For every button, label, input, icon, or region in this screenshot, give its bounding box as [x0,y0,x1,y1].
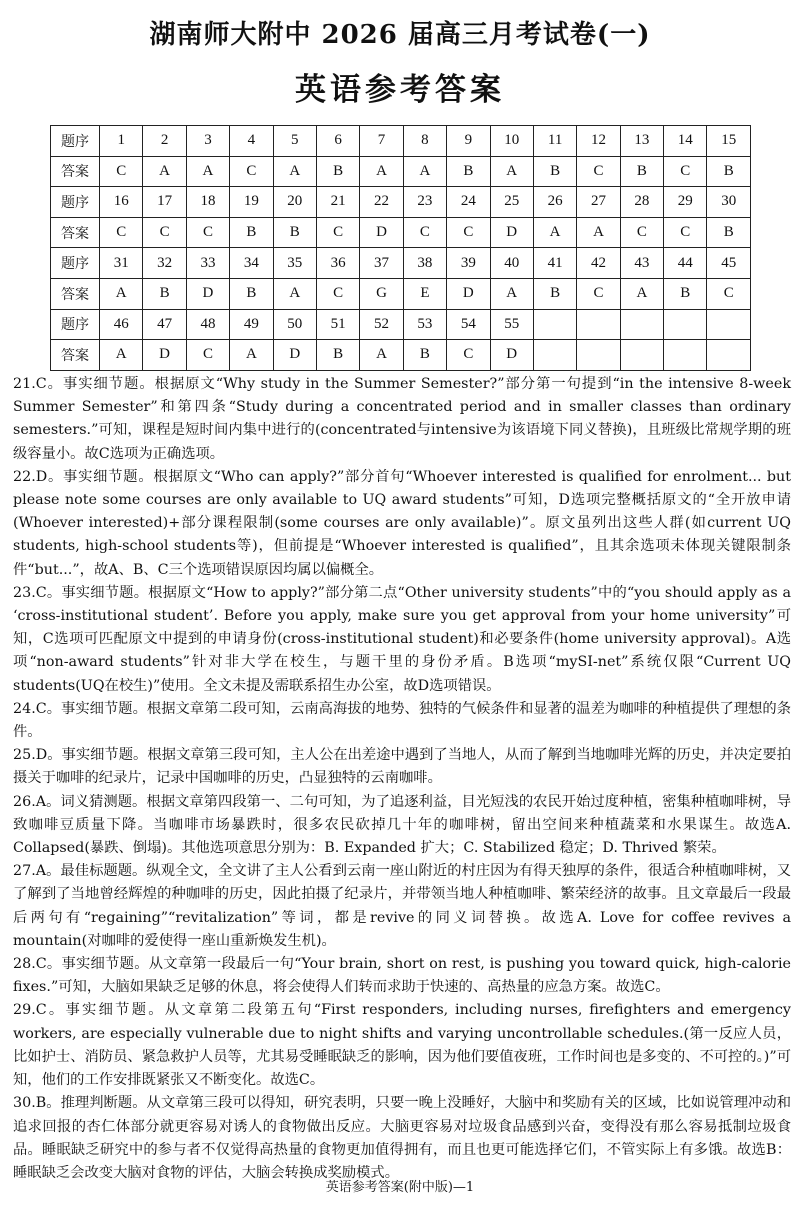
explanations [13,373,791,1185]
table-cell: 2 [143,126,186,157]
row-label: 题序 [51,126,100,157]
table-cell: C [100,217,143,248]
table-cell: C [143,217,186,248]
table-cell: 48 [186,309,229,340]
table-cell [577,340,620,371]
row-label: 答案 [51,340,100,371]
table-cell: 22 [360,187,403,218]
table-row [51,309,751,340]
table-cell: A [100,278,143,309]
table-cell: C [186,217,229,248]
row-label: 答案 [51,278,100,309]
table-cell: C [577,278,620,309]
table-cell: 47 [143,309,186,340]
table-cell: 49 [230,309,273,340]
explanation-21: 21.C。事实细节题。根据原文“Why study in the Summer Semester?”部分第一句提到“in the intensive 8-week Summer Semester”和第四条“Study during a concentrated period and in smaller classes than ordinary semesters.”可知，课程是短时间内集中进行的(concentrated与intensive为该语境下同义替换)，且班级比常规学期的班级容量小。故C选项为正确选项。 [13,376,791,462]
table-cell: B [273,217,316,248]
table-cell: 27 [577,187,620,218]
table-cell: A [143,156,186,187]
table-cell: 7 [360,126,403,157]
table-cell: C [620,217,663,248]
row-label: 题序 [51,187,100,218]
table-cell: 32 [143,248,186,279]
page-footer: 英语参考答案(附中版)—1 [325,1180,475,1195]
table-cell: 29 [664,187,707,218]
table-cell [664,340,707,371]
page-title: 湖南师大附中 2026 届高三月考试卷(一) [149,20,651,50]
table-cell: 53 [403,309,446,340]
table-cell: B [533,156,576,187]
table-cell: 50 [273,309,316,340]
table-cell: D [186,278,229,309]
table-cell [577,309,620,340]
table-cell [707,309,751,340]
table-cell: 19 [230,187,273,218]
table-cell: 15 [707,126,751,157]
table-cell: A [100,340,143,371]
table-cell: C [100,156,143,187]
table-cell: D [360,217,403,248]
table-cell: C [577,156,620,187]
table-cell: 38 [403,248,446,279]
table-cell: 3 [186,126,229,157]
table-cell [533,309,576,340]
table-cell: 51 [316,309,359,340]
explanation-25: 25.D。事实细节题。根据文章第三段可知，主人公在出差途中遇到了当地人，从而了解到当地咖啡光辉的历史，并决定要拍摄关于咖啡的纪录片，记录中国咖啡的历史，凸显独特的云南咖啡。 [13,747,791,787]
table-cell: 14 [664,126,707,157]
table-cell: 42 [577,248,620,279]
table-cell: D [490,217,533,248]
table-cell [533,340,576,371]
table-row [51,278,751,309]
table-cell: C [316,278,359,309]
table-cell: 34 [230,248,273,279]
table-cell: 39 [447,248,490,279]
table-cell: C [447,217,490,248]
table-cell: B [620,156,663,187]
table-row [51,340,751,371]
table-cell: 17 [143,187,186,218]
table-cell: B [447,156,490,187]
explanation-27: 27.A。最佳标题题。纵观全文，全文讲了主人公看到云南一座山附近的村庄因为有得天独厚的条件，很适合种植咖啡树，又了解到了当地曾经辉煌的种咖啡的历史，因此拍摄了纪录片，并带领当地人种植咖啡、繁荣经济的故事。且文章最后一段最后两句有“regaining”“revitalization”等词，都是revive的同义词替换。故选A. Love for coffee revives a mountain(对咖啡的爱使得一座山重新焕发生机)。 [13,863,791,949]
table-cell: 33 [186,248,229,279]
explanation-30: 30.B。推理判断题。从文章第三段可以得知，研究表明，只要一晚上没睡好，大脑中和奖励有关的区域，比如说管理冲动和追求回报的杏仁体部分就更容易对诱人的食物做出反应。大脑更容易对垃圾食品感到兴奋，变得没有那么容易抵制垃圾食品。睡眠缺乏研究中的参与者不仅觉得高热量的食物更加值得拥有，而且也更可能选择它们，不管实际上有多饿。故选B：睡眠缺乏会改变大脑对食物的评估，大脑会转换成奖励模式。 [13,1095,791,1181]
table-cell [707,340,751,371]
row-label: 答案 [51,156,100,187]
explanation-26: 26.A。词义猜测题。根据文章第四段第一、二句可知，为了追逐利益，目光短浅的农民开始过度种植，密集种植咖啡树，导致咖啡豆质量下降。当咖啡市场暴跌时，很多农民砍掉几十年的咖啡树，留出空间来种植蔬菜和水果谋生。故选A. Collapsed(暴跌、倒塌)。其他选项意思分别为：B. Expanded 扩大；C. Stabilized 稳定；D. Thrived 繁荣。 [13,793,791,857]
table-cell [620,340,663,371]
table-cell: A [490,278,533,309]
table-cell: 45 [707,248,751,279]
table-cell: B [143,278,186,309]
table-cell: 28 [620,187,663,218]
explanation-23: 23.C。事实细节题。根据原文“How to apply?”部分第二点“Other university students”中的“you should apply as a ‘cross-institutional student’. Before you apply, make sure you get approval from your home university”可知，C选项可匹配原文中提到的申请身份(cross-institutional student)和必要条件(home university approval)。A选项“non-award students”针对非大学在校生，与题干里的身份矛盾。B选项“mySI-net”系统仅限“Current UQ students(UQ在校生)”使用。全文未提及需联系招生办公室，故D选项错误。 [13,584,791,694]
table-cell: 21 [316,187,359,218]
table-cell: A [186,156,229,187]
table-cell: 43 [620,248,663,279]
table-cell: A [533,217,576,248]
table-cell: B [403,340,446,371]
table-row [51,156,751,187]
row-label: 答案 [51,217,100,248]
table-cell: 8 [403,126,446,157]
table-cell: 41 [533,248,576,279]
table-cell: G [360,278,403,309]
table-cell: D [143,340,186,371]
table-cell: 20 [273,187,316,218]
table-cell: A [360,340,403,371]
table-cell: 52 [360,309,403,340]
explanation-29: 29.C。事实细节题。从文章第二段第五句“First responders, including nurses, firefighters and emergency workers, are especially vulnerable due to night shifts and varying uncontrollable schedules.(第一反应人员，比如护士、消防员、紧急救护人员等，尤其易受睡眠缺乏的影响，因为他们要值夜班，工作时间也是多变的、不可控的。)”可知，他们的工作安排既紧张又不断变化。故选C。 [13,1002,791,1089]
explanation-28: 28.C。事实细节题。从文章第一段最后一句“Your brain, short on rest, is pushing you toward quick, high-calorie fixes.”可知，大脑如果缺乏足够的休息，将会使得人们转而求助于快速的、高热量的应急方案。故选C。 [13,956,791,996]
row-label: 题序 [51,248,100,279]
table-cell: 24 [447,187,490,218]
table-cell: A [360,156,403,187]
table-cell: C [447,340,490,371]
table-cell: A [490,156,533,187]
table-cell: 9 [447,126,490,157]
table-cell: 10 [490,126,533,157]
table-cell: B [707,156,751,187]
table-cell: C [186,340,229,371]
table-cell: 13 [620,126,663,157]
table-cell: 4 [230,126,273,157]
table-cell: E [403,278,446,309]
table-cell: 44 [664,248,707,279]
table-cell: C [230,156,273,187]
table-cell: B [533,278,576,309]
table-cell: D [273,340,316,371]
explanation-24: 24.C。事实细节题。根据文章第二段可知，云南高海拔的地势、独特的气候条件和显著的温差为咖啡的种植提供了理想的条件。 [13,700,791,741]
table-cell: 18 [186,187,229,218]
table-cell: 40 [490,248,533,279]
table-cell: 16 [100,187,143,218]
table-row [51,217,751,248]
table-cell: B [316,156,359,187]
table-cell: 1 [100,126,143,157]
table-cell: A [273,156,316,187]
table-cell: 25 [490,187,533,218]
table-cell: 55 [490,309,533,340]
table-cell: 30 [707,187,751,218]
table-cell: C [707,278,751,309]
table-cell: A [273,278,316,309]
table-cell: C [664,156,707,187]
table-cell: 37 [360,248,403,279]
page-subtitle: 英语参考答案 [295,72,505,108]
table-cell: B [707,217,751,248]
table-cell: A [620,278,663,309]
table-cell: B [230,278,273,309]
table-cell: 5 [273,126,316,157]
table-row [51,126,751,157]
table-cell: 6 [316,126,359,157]
table-cell: 54 [447,309,490,340]
table-row [51,187,751,218]
table-cell: 11 [533,126,576,157]
table-cell: B [316,340,359,371]
table-cell: 35 [273,248,316,279]
table-cell: C [316,217,359,248]
explanation-22: 22.D。事实细节题。根据原文“Who can apply?”部分首句“Whoever interested is qualified for enrolment... but please note some courses are only available to UQ award students”可知，D选项完整概括原文的“全开放申请(Whoever interested)+部分课程限制(some courses are only available)”。原文虽列出这些人群(如current UQ students, high-school students等)，但前提是“Whoever interested is qualified”，且其余选项未体现关键限制条件“but...”，故A、B、C三个选项错误原因均属以偏概全。 [13,468,791,578]
table-cell [620,309,663,340]
table-cell: B [230,217,273,248]
table-cell: D [447,278,490,309]
table-cell: D [490,340,533,371]
table-cell: 26 [533,187,576,218]
table-row [51,248,751,279]
table-cell: C [403,217,446,248]
table-cell: 36 [316,248,359,279]
row-label: 题序 [51,309,100,340]
table-cell: 31 [100,248,143,279]
table-cell [664,309,707,340]
table-cell: A [577,217,620,248]
table-cell: 23 [403,187,446,218]
table-cell: C [664,217,707,248]
table-cell: B [664,278,707,309]
table-cell: 46 [100,309,143,340]
table-cell: 12 [577,126,620,157]
table-cell: A [230,340,273,371]
answer-table [50,125,751,371]
table-cell: A [403,156,446,187]
